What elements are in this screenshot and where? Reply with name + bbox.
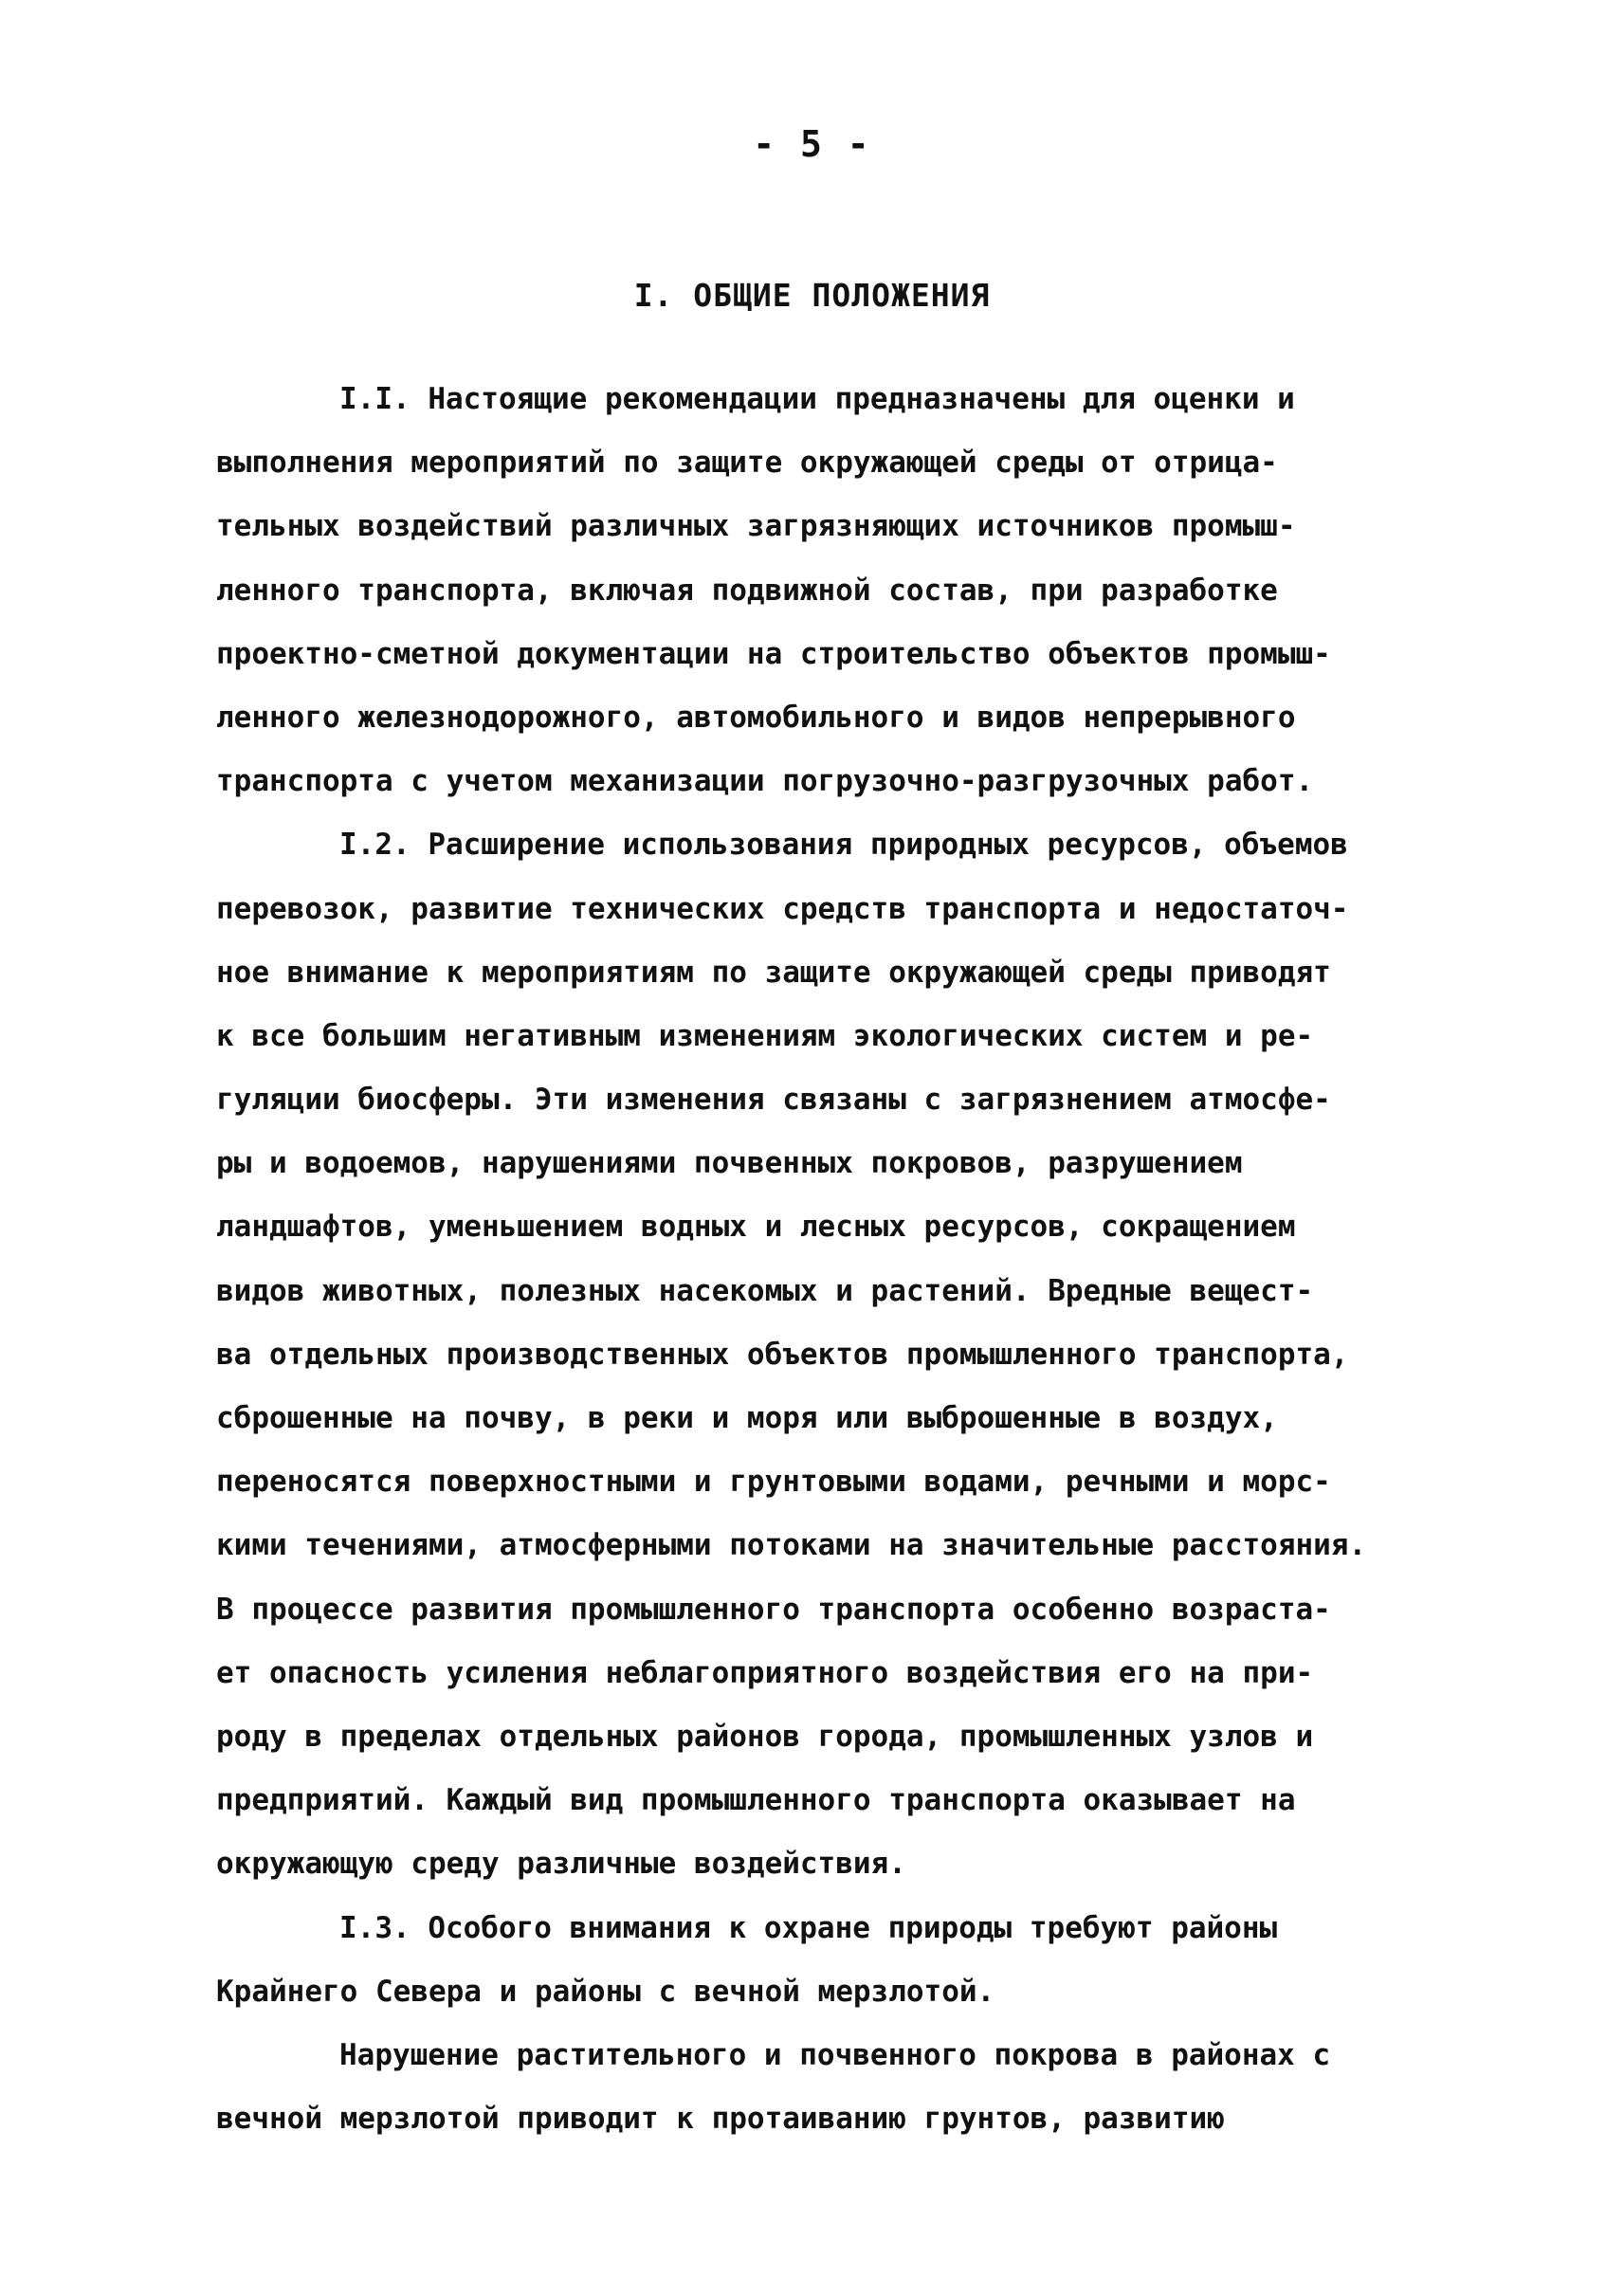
section-title: I. ОБЩИЕ ПОЛОЖЕНИЯ (633, 277, 991, 314)
text-line: транспорта с учетом механизации погрузочно-разгрузочных работ. (216, 764, 1314, 799)
text-line: ландшафтов, уменьшением водных и лесных ресурсов, сокращением (216, 1210, 1296, 1245)
text-line: I.3. Особого внимания к охране природы требуют районы (339, 1910, 1278, 1945)
page-number: - 5 - (753, 123, 871, 165)
text-line: Нарушение растительного и почвенного покрова в районах с (339, 2037, 1331, 2072)
text-line: роду в пределах отдельных районов города, промышленных узлов и (216, 1719, 1314, 1754)
text-line: вечной мерзлотой приводит к протаиванию грунтов, развитию (216, 2102, 1225, 2137)
text-line: ленного железнодорожного, автомобильного и видов непрерывного (216, 700, 1296, 735)
text-line: ры и водоемов, нарушениями почвенных покровов, разрушением (216, 1146, 1243, 1181)
text-line: ленного транспорта, включая подвижной состав, при разработке (216, 573, 1278, 608)
text-line: перевозок, развитие технических средств транспорта и недостаточ- (216, 891, 1349, 926)
text-line: видов животных, полезных насекомых и растений. Вредные вещест- (216, 1273, 1314, 1308)
text-line: предприятий. Каждый вид промышленного транспорта оказывает на (216, 1783, 1296, 1818)
text-line: гуляции биосферы. Эти изменения связаны с загрязнением атмосфе- (216, 1083, 1331, 1118)
text-line: В процессе развития промышленного транспорта особенно возраста- (216, 1592, 1331, 1627)
text-line: ное внимание к мероприятиям по защите окружающей среды приводят (216, 955, 1331, 990)
text-line: I.2. Расширение использования природных ресурсов, объемов (339, 828, 1348, 863)
text-line: сброшенные на почву, в реки и моря или выброшенные в воздух, (216, 1401, 1278, 1435)
text-line: переносятся поверхностными и грунтовыми водами, речными и морс- (216, 1465, 1331, 1500)
text-line: кими течениями, атмосферными потоками на значительные расстояния. (216, 1528, 1367, 1563)
body-text (216, 368, 1477, 2151)
text-line: выполнения мероприятий по защите окружающей среды от отрица- (216, 446, 1278, 481)
text-line: тельных воздействий различных загрязняющих источников промыш- (216, 509, 1296, 544)
text-line: проектно-сметной документации на строительство объектов промыш- (216, 636, 1331, 671)
text-line: ва отдельных производственных объектов промышленного транспорта, (216, 1337, 1349, 1372)
text-line: Крайнего Севера и районы с вечной мерзлотой. (216, 1974, 995, 2009)
text-line: окружающую среду различные воздействия. (216, 1847, 906, 1882)
text-line: I.I. Настоящие рекомендации предназначены для оценки и (339, 382, 1295, 416)
text-line: к все большим негативным изменениям экологических систем и ре- (216, 1018, 1314, 1053)
text-line: ет опасность усиления неблагоприятного воздействия его на при- (216, 1655, 1314, 1690)
